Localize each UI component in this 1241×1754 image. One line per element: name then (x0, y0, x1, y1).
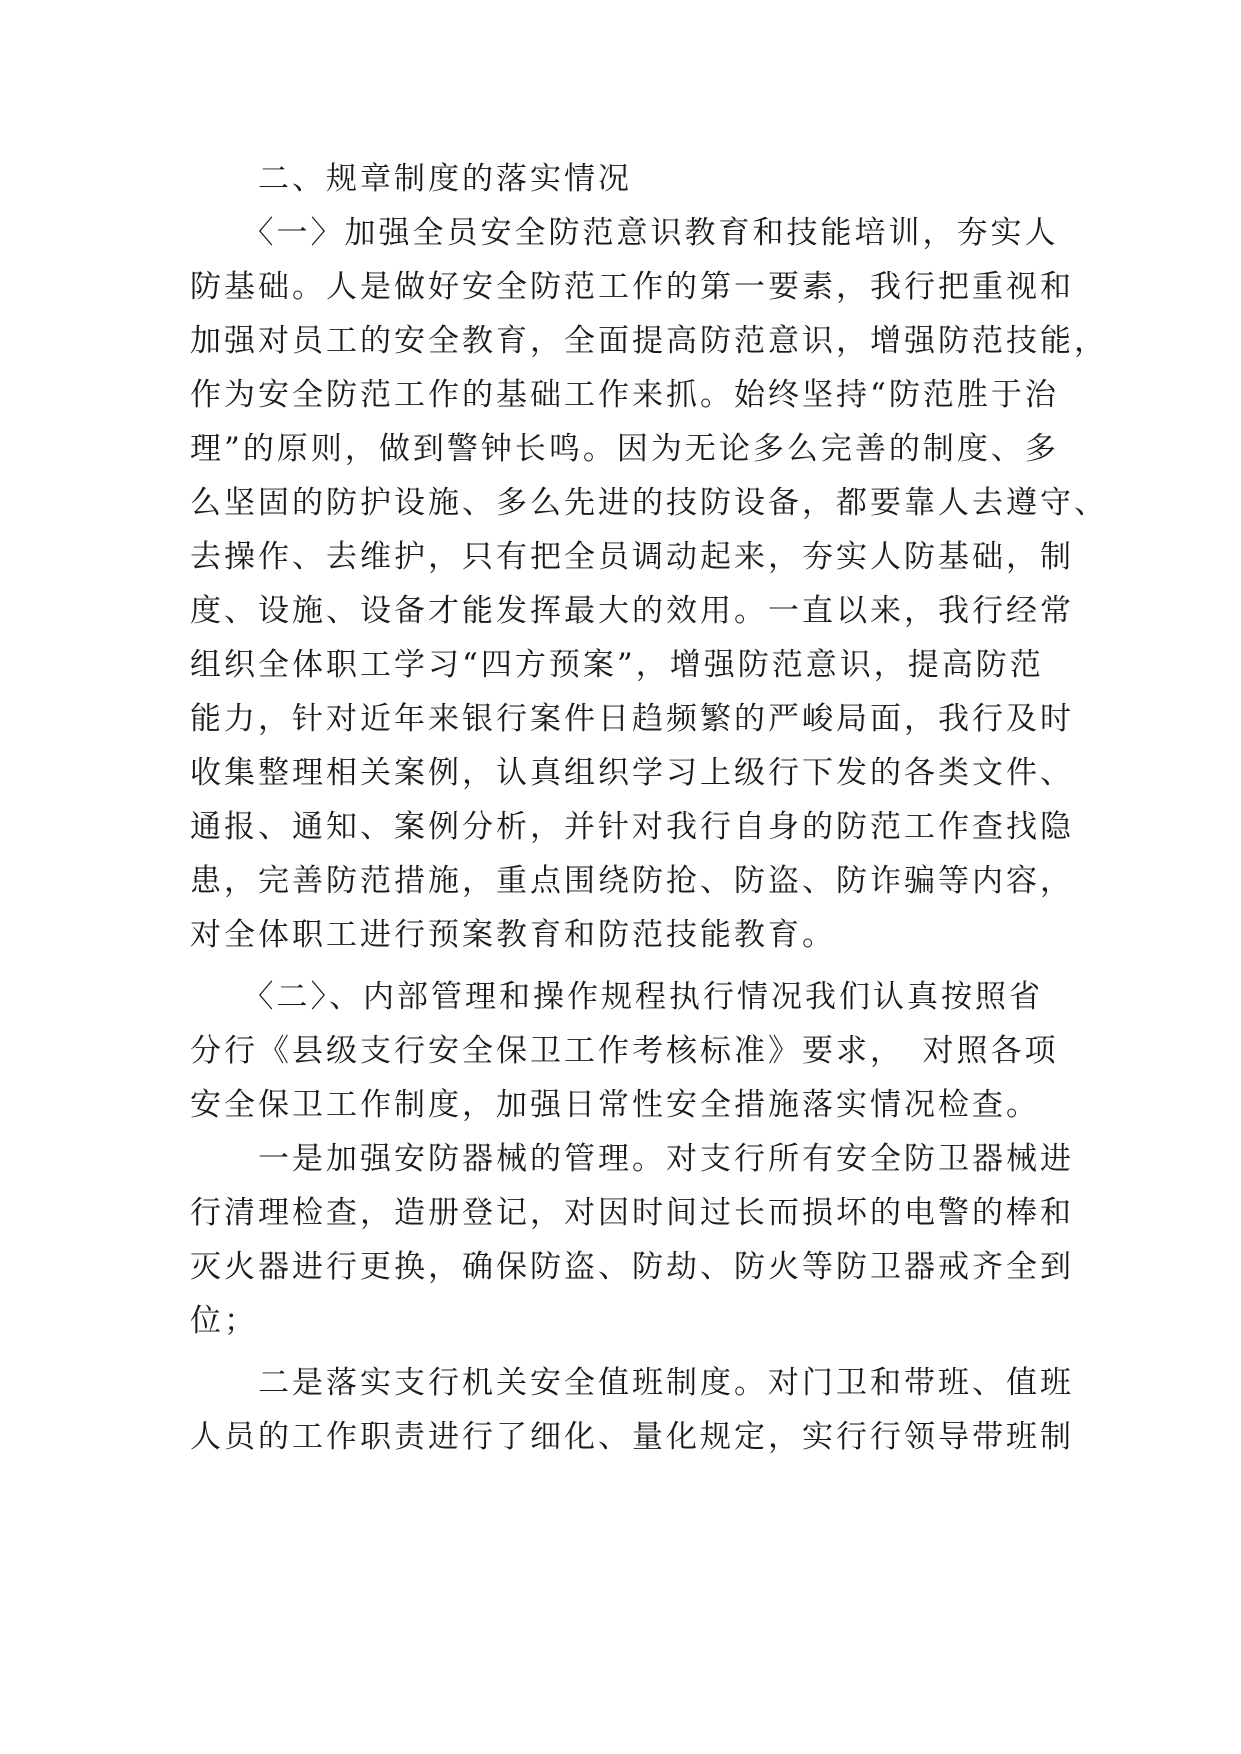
section-heading: 二、规章制度的落实情况 (190, 161, 632, 197)
paragraph-line: 作为安全防范工作的基础工作来抓。始终坚持“防范胜于治 (190, 377, 1059, 413)
paragraph-gap (190, 962, 1052, 970)
paragraph-line: 分行《县级支行安全保卫工作考核标准》要求， 对照各项 (190, 1033, 1059, 1069)
paragraph-line: 位； (190, 1303, 258, 1339)
paragraph-line: 防基础。人是做好安全防范工作的第一要素，我行把重视和 (190, 269, 1074, 305)
paragraph-line: 〈一〉加强全员安全防范意识教育和技能培训，夯实人 (190, 215, 1059, 251)
paragraph-line: 加强对员工的安全教育，全面提高防范意识，增强防范技能， (190, 323, 1108, 359)
paragraph-line: 一是加强安防器械的管理。对支行所有安全防卫器械进 (190, 1141, 1074, 1177)
paragraph-line: 组织全体职工学习“四方预案”，增强防范意识，提高防范 (190, 647, 1044, 683)
paragraph-line: 安全保卫工作制度，加强日常性安全措施落实情况检查。 (190, 1087, 1040, 1123)
paragraph-line: 患，完善防范措施，重点围绕防抢、防盗、防诈骗等内容， (190, 863, 1074, 899)
paragraph-line: 能力，针对近年来银行案件日趋频繁的严峻局面，我行及时 (190, 701, 1074, 737)
paragraph-line: 二是落实支行机关安全值班制度。对门卫和带班、值班 (190, 1365, 1074, 1401)
paragraph-line: 么坚固的防护设施、多么先进的技防设备，都要靠人去遵守、 (190, 485, 1108, 521)
paragraph-line: 收集整理相关案例，认真组织学习上级行下发的各类文件、 (190, 755, 1074, 791)
paragraph-line: 通报、通知、案例分析，并针对我行自身的防范工作查找隐 (190, 809, 1074, 845)
paragraph-line: 〈二〉、内部管理和操作规程执行情况我们认真按照省 (190, 979, 1043, 1015)
paragraph-gap (190, 1348, 1052, 1356)
paragraph-line: 度、设施、设备才能发挥最大的效用。一直以来，我行经常 (190, 593, 1074, 629)
paragraph-line: 去操作、去维护，只有把全员调动起来，夯实人防基础，制 (190, 539, 1074, 575)
document-body (190, 152, 1108, 1464)
paragraph-line: 灭火器进行更换，确保防盗、防劫、防火等防卫器戒齐全到 (190, 1249, 1074, 1285)
paragraph-line: 人员的工作职责进行了细化、量化规定，实行行领导带班制 (190, 1419, 1074, 1455)
paragraph-line: 理”的原则，做到警钟长鸣。因为无论多么完善的制度、多 (190, 431, 1059, 467)
paragraph-line: 行清理检查，造册登记，对因时间过长而损坏的电警的棒和 (190, 1195, 1074, 1231)
paragraph-line: 对全体职工进行预案教育和防范技能教育。 (190, 917, 836, 953)
